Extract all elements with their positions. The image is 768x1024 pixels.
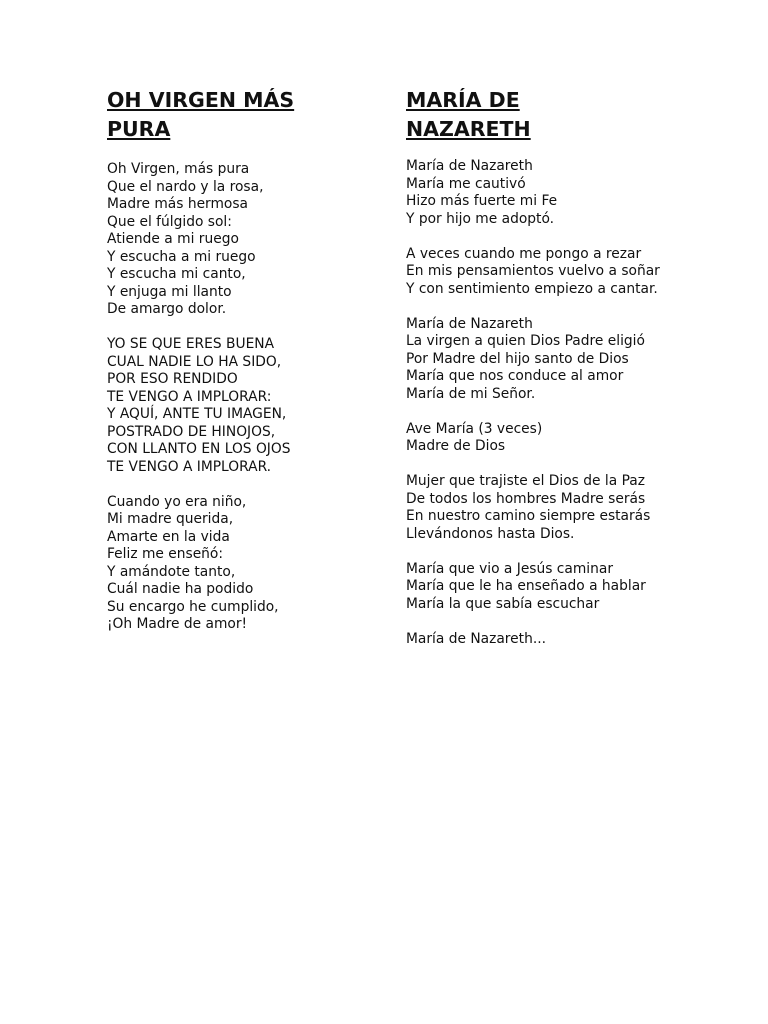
verse-line: Oh Virgen, más pura [107, 161, 250, 177]
verse-line: En nuestro camino siempre estarás [406, 508, 651, 524]
left-title: OH VIRGEN MÁS PURA [107, 88, 295, 141]
left-stanza-2 [107, 336, 362, 476]
verse-line: ¡Oh Madre de amor! [107, 616, 248, 632]
verse-line: Amarte en la vida [107, 528, 230, 545]
verse-line: En mis pensamientos vuelvo a soñar [406, 263, 660, 279]
verse-line: YO SE QUE ERES BUENA [107, 336, 275, 352]
left-stanza-1 [107, 161, 362, 319]
verse-line: La virgen a quien Dios Padre eligió [406, 333, 645, 349]
verse-line: María que nos conduce al amor [406, 368, 624, 384]
verse-line: Llevándonos hasta Dios. [406, 525, 575, 542]
verse-line: María de Nazareth [406, 158, 533, 174]
right-column [406, 86, 676, 648]
right-stanza-1 [406, 158, 676, 228]
verse-line: Feliz me enseñó: [107, 546, 224, 562]
verse-line: Su encargo he cumplido, [107, 598, 279, 615]
verse-line: Cuál nadie ha podido [107, 581, 254, 597]
verse-line: Mi madre querida, [107, 511, 234, 527]
verse-line: Ave María (3 veces) [406, 420, 543, 437]
verse-line: Y amándote tanto, [107, 563, 236, 580]
verse-line: Que el fúlgido sol: [107, 213, 232, 230]
verse-line: María me cautivó [406, 175, 526, 192]
verse-line: Y por hijo me adoptó. [406, 210, 555, 227]
left-column [107, 86, 362, 634]
verse-line: TE VENGO A IMPLORAR: [107, 388, 272, 405]
verse-line: POSTRADO DE HINOJOS, [107, 423, 276, 440]
verse-line: CON LLANTO EN LOS OJOS [107, 441, 291, 457]
right-title: MARÍA DE NAZARETH [406, 88, 531, 141]
verse-line: CUAL NADIE LO HA SIDO, [107, 353, 282, 370]
verse-line: A veces cuando me pongo a rezar [406, 245, 642, 262]
right-stanza-3 [406, 316, 676, 404]
right-stanza-4 [406, 421, 676, 456]
verse-line: POR ESO RENDIDO [107, 371, 238, 387]
verse-line: María la que sabía escuchar [406, 595, 600, 612]
verse-line: María de mi Señor. [406, 385, 536, 402]
verse-line: Cuando yo era niño, [107, 493, 247, 510]
verse-line: María de Nazareth... [406, 630, 546, 647]
verse-line: María que le ha enseñado a hablar [406, 578, 646, 594]
right-stanza-6 [406, 561, 676, 614]
verse-line: Y enjuga mi llanto [107, 283, 232, 300]
verse-line: Madre de Dios [406, 438, 506, 454]
verse-line: Por Madre del hijo santo de Dios [406, 350, 629, 367]
verse-line: Mujer que trajiste el Dios de la Paz [406, 473, 645, 489]
verse-line: Madre más hermosa [107, 196, 249, 212]
left-stanza-3 [107, 494, 362, 634]
verse-line: Y escucha a mi ruego [107, 248, 256, 265]
verse-line: Y escucha mi canto, [107, 266, 246, 282]
verse-line: Hizo más fuerte mi Fe [406, 193, 558, 209]
verse-line: Que el nardo y la rosa, [107, 178, 264, 195]
right-stanza-2 [406, 246, 676, 299]
verse-line: María que vio a Jesús caminar [406, 560, 613, 577]
verse-line: Atiende a mi ruego [107, 231, 239, 247]
verse-line: TE VENGO A IMPLORAR. [107, 458, 272, 475]
verse-line: María de Nazareth [406, 315, 533, 332]
verse-line: De todos los hombres Madre serás [406, 490, 646, 507]
right-stanza-5 [406, 473, 676, 543]
verse-line: Y con sentimiento empiezo a cantar. [406, 280, 658, 297]
verse-line: Y AQUÍ, ANTE TU IMAGEN, [107, 406, 287, 422]
verse-line: De amargo dolor. [107, 301, 227, 317]
right-stanza-7 [406, 631, 676, 649]
